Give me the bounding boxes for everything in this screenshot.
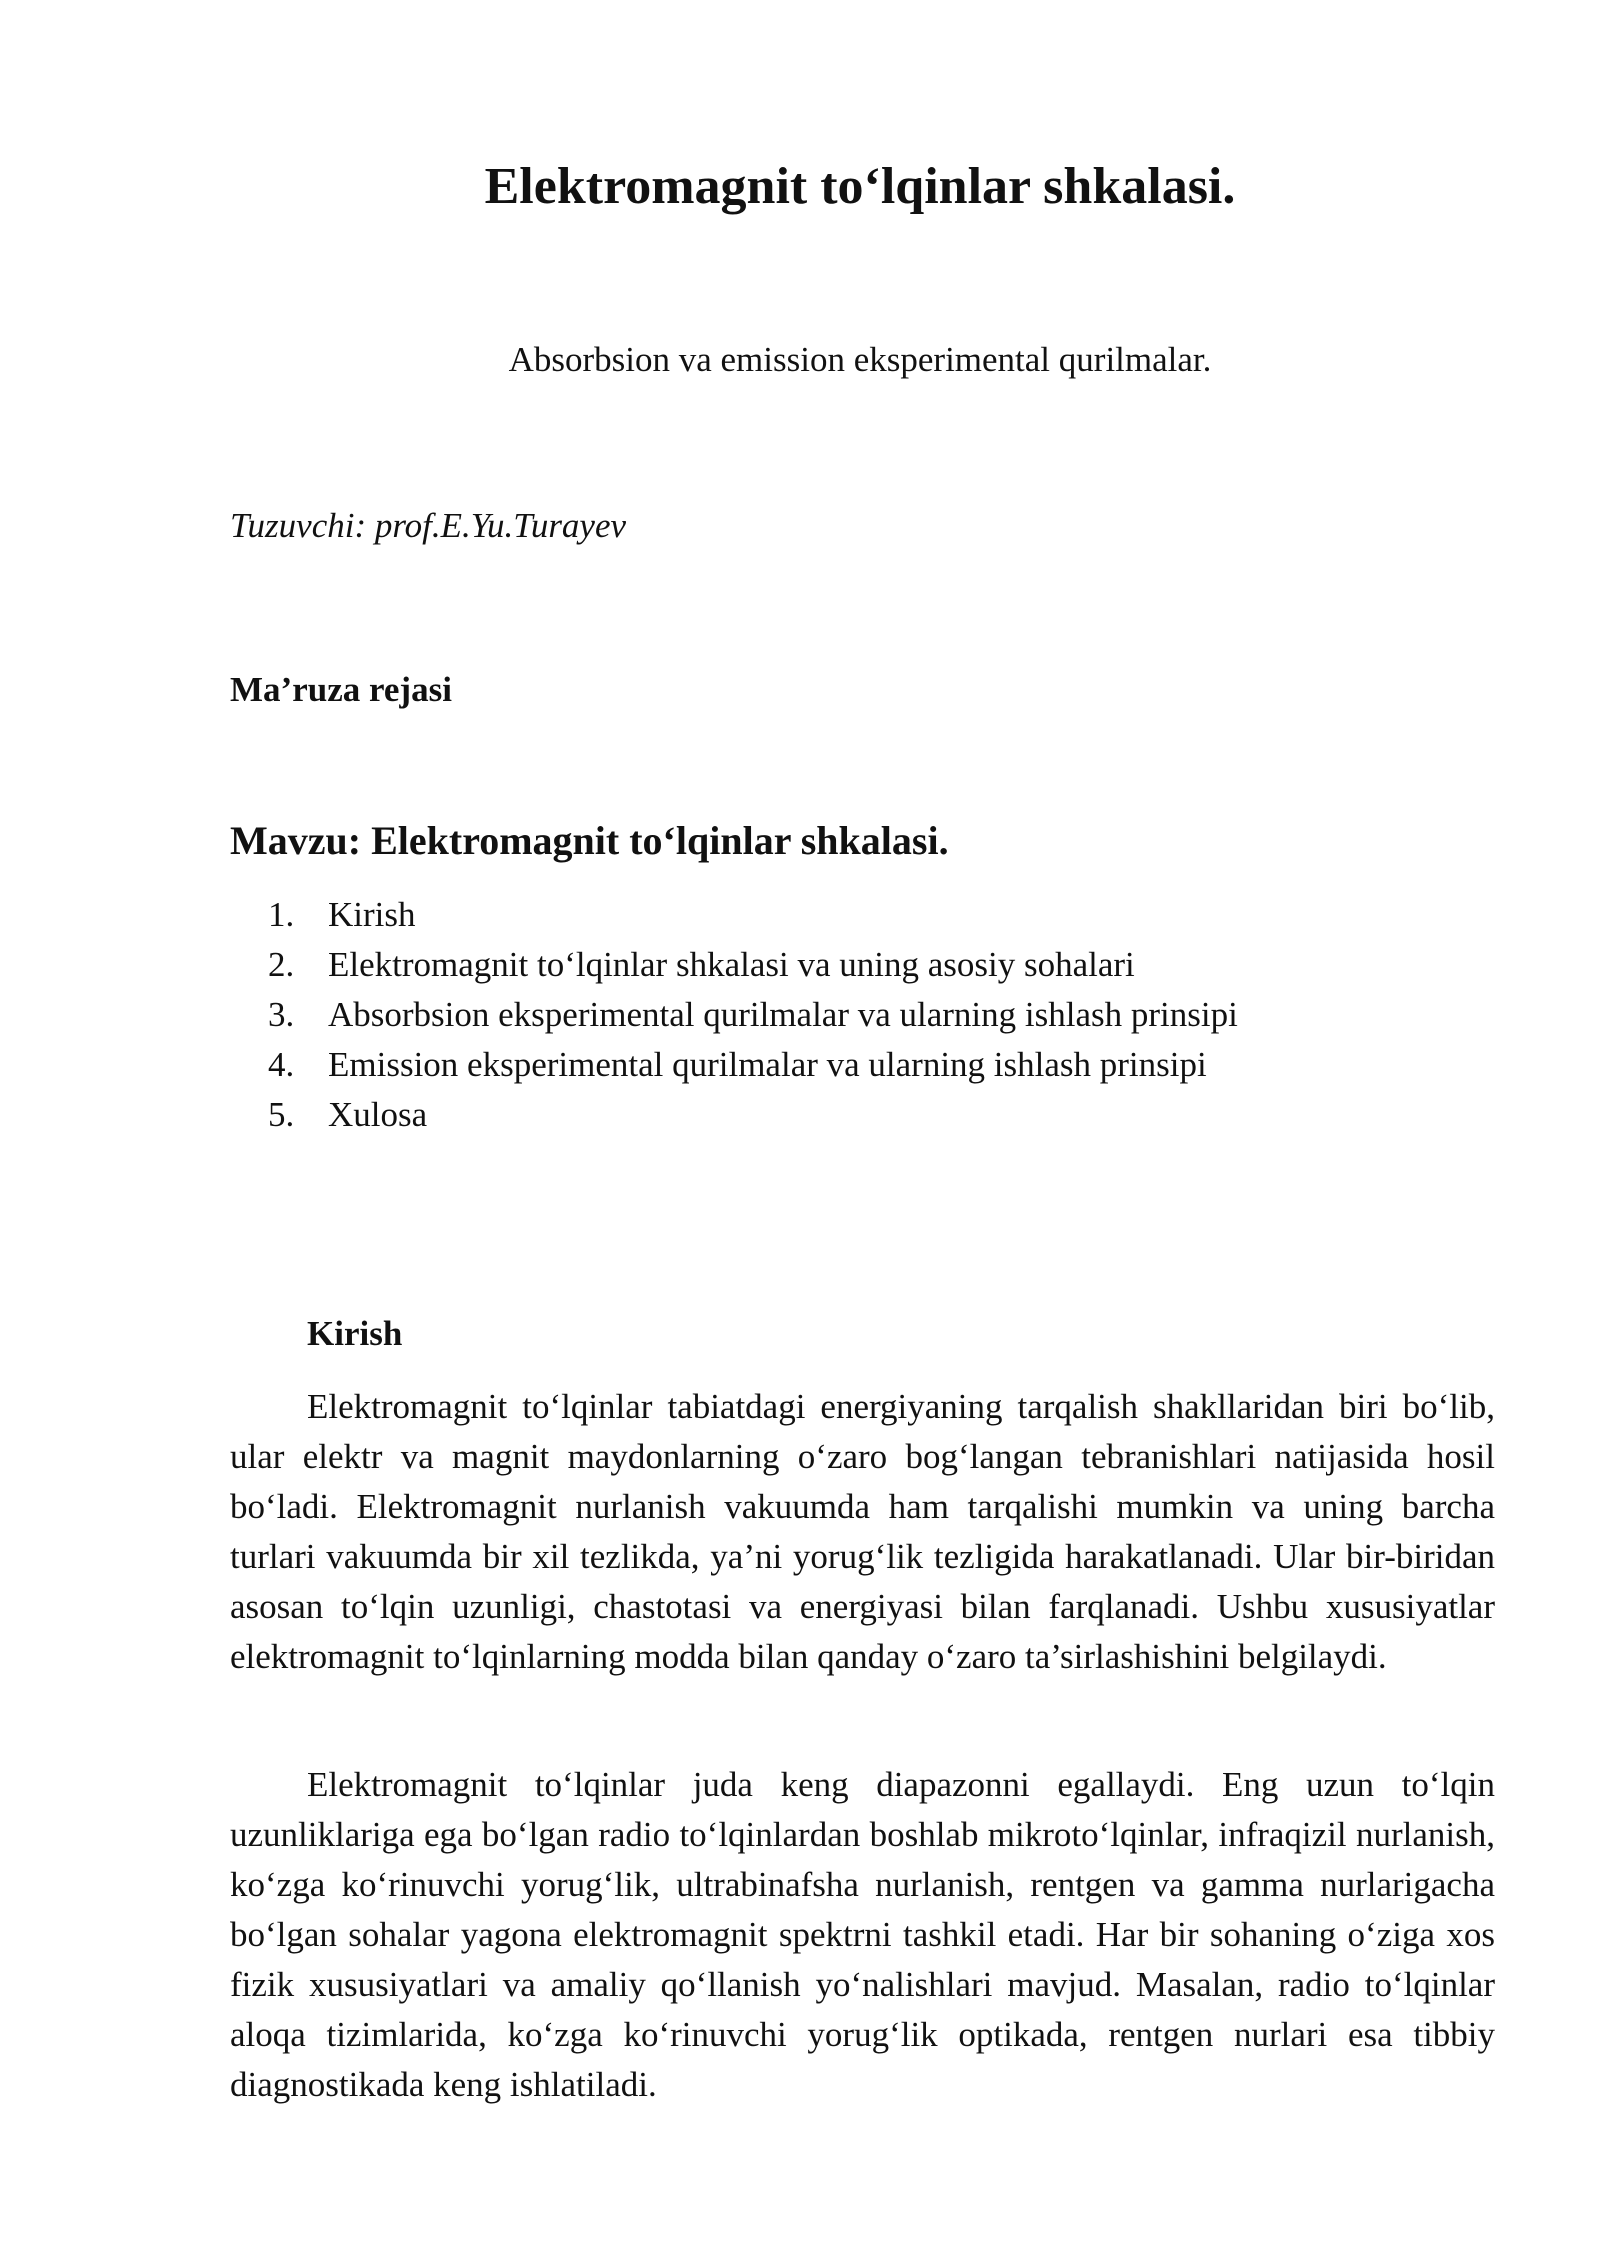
outline-item-number: 1. — [268, 895, 295, 934]
body-paragraph: Elektromagnit to‘lqinlar juda keng diapazonni egallaydi. Eng uzun to‘lqin uzunliklariga ega bo‘lgan radio to‘lqinlardan boshlab mikroto‘lqinlar, infraqizil nurlanish, ko‘zga ko‘rinuvchi yorug‘lik, ultrabinafsha nurlanish, rentgen va gamma nurlarigacha bo‘lgan sohalar yagona elektromagnit spektrni tashkil etadi. Har bir sohaning o‘ziga xos fizik xususiyatlari va amaliy qo‘llanish yo‘nalishlari mavjud. Masalan, radio to‘lqinlar aloqa tizimlarida, ko‘zga ko‘rinuvchi yorug‘lik optikada, rentgen nurlari esa tibbiy diagnostikada keng ishlatiladi. — [230, 1765, 1495, 2104]
outline-item-text: Kirish — [328, 895, 416, 934]
section-heading-intro: Kirish — [307, 1314, 403, 1353]
outline-item — [268, 990, 1238, 1040]
author-line: Tuzuvchi: prof.E.Yu.Turayev — [230, 506, 627, 545]
outline-item — [268, 940, 1238, 990]
body-paragraph: Elektromagnit to‘lqinlar tabiatdagi energiyaning tarqalish shakllaridan biri bo‘lib, ular elektr va magnit maydonlarning o‘zaro bog‘langan tebranishlari natijasida hosil bo‘ladi. Elektromagnit nurlanish vakuumda ham tarqalishi mumkin va uning barcha turlari vakuumda bir xil tezlikda, ya’ni yorug‘lik tezligida harakatlanadi. Ular bir-biridan asosan to‘lqin uzunligi, chastotasi va energiyasi bilan farqlanadi. Ushbu xususiyatlar elektromagnit to‘lqinlarning modda bilan qanday o‘zaro ta’sirlashishini belgilaydi. — [230, 1387, 1495, 1676]
outline-item-number: 5. — [268, 1095, 295, 1134]
document-subtitle: Absorbsion va emission eksperimental qurilmalar. — [508, 340, 1212, 379]
outline-item-text: Xulosa — [328, 1095, 428, 1134]
outline-item-text: Emission eksperimental qurilmalar va ularning ishlash prinsipi — [328, 1045, 1207, 1084]
lecture-plan-heading: Ma’ruza rejasi — [230, 670, 452, 709]
outline-item — [268, 890, 1238, 940]
outline-item-text: Elektromagnit to‘lqinlar shkalasi va uning asosiy sohalari — [328, 945, 1135, 984]
document-title: Elektromagnit to‘lqinlar shkalasi. — [484, 158, 1236, 215]
outline-item-text: Absorbsion eksperimental qurilmalar va ularning ishlash prinsipi — [328, 995, 1238, 1034]
topic-heading: Mavzu: Elektromagnit to‘lqinlar shkalasi. — [230, 818, 949, 863]
outline-item — [268, 1090, 1238, 1140]
outline-item — [268, 1040, 1238, 1090]
outline-list — [268, 890, 1238, 1140]
outline-item-number: 4. — [268, 1045, 295, 1084]
outline-item-number: 3. — [268, 995, 295, 1034]
outline-item-number: 2. — [268, 945, 295, 984]
